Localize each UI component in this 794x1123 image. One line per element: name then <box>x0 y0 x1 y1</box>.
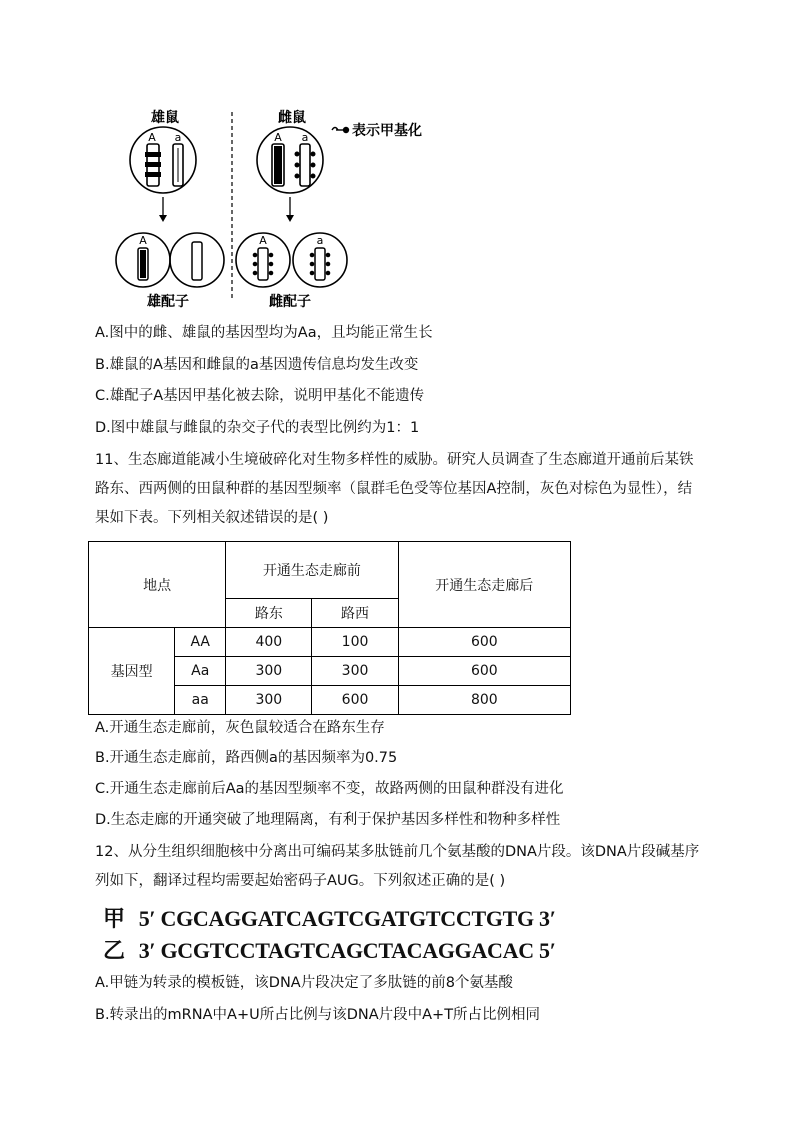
table-row: aa 300 600 800 <box>89 686 571 715</box>
q10-option-c: C.雄配子A基因甲基化被去除，说明甲基化不能遗传 <box>95 388 425 404</box>
strand-2-label: 乙 <box>103 939 125 964</box>
svg-text:A: A <box>259 234 267 247</box>
strand-1-label: 甲 <box>103 907 125 932</box>
q10-option-d: D.图中雄鼠与雌鼠的杂交子代的表型比例约为1：1 <box>95 420 420 436</box>
genotype-frequency-table <box>88 541 571 715</box>
q11-option-b: B.开通生态走廊前，路西侧a的基因频率为0.75 <box>95 750 398 766</box>
header-before: 开通生态走廊前 <box>226 542 398 599</box>
female-gamete-label: 雌配子 <box>269 294 311 310</box>
q11-stem: 11、生态廊道能减小生境破碎化对生物多样性的威胁。研究人员调查了生态廊道开通前后某铁路东、西两侧的田鼠种群的基因型频率（鼠群毛色受等位基因A控制，灰色对棕色为显性），结果如下表。下列相关叙述错误的是( ) <box>95 452 694 526</box>
row-group-genotype: 基因型 <box>89 628 175 715</box>
female-cell <box>257 127 323 193</box>
svg-text:A: A <box>139 234 147 247</box>
header-east: 路东 <box>226 599 312 628</box>
header-west: 路西 <box>312 599 398 628</box>
male-gamete-label: 雄配子 <box>147 294 189 310</box>
dna-strand-2: 乙 3′ GCGTCCTAGTCAGCTACAGGACAC 5′ <box>103 938 556 964</box>
legend-text: 表示甲基化 <box>352 123 422 139</box>
header-site: 地点 <box>89 542 226 628</box>
male-cell <box>130 127 196 193</box>
header-after: 开通生态走廊后 <box>398 542 570 628</box>
q12-option-b: B.转录出的mRNA中A+U所占比例与该DNA片段中A+T所占比例相同 <box>95 1007 541 1023</box>
male-label: 雄鼠 <box>151 110 179 126</box>
q10-option-b: B.雄鼠的A基因和雌鼠的a基因遗传信息均发生改变 <box>95 357 419 373</box>
table-row: Aa 300 300 600 <box>89 657 571 686</box>
svg-text:A: A <box>148 131 156 144</box>
q11-option-a: A.开通生态走廊前，灰色鼠较适合在路东生存 <box>95 720 385 736</box>
q12-option-a: A.甲链为转录的模板链，该DNA片段决定了多肽链的前8个氨基酸 <box>95 975 513 991</box>
q11-option-c: C.开通生态走廊前后Aa的基因型频率不变，故路两侧的田鼠种群没有进化 <box>95 781 564 797</box>
methylation-figure <box>100 100 460 310</box>
q12-stem: 12、从分生组织细胞核中分离出可编码某多肽链前几个氨基酸的DNA片段。该DNA片段碱基序列如下，翻译过程均需要起始密码子AUG。下列叙述正确的是( ) <box>95 844 700 889</box>
table-row: 基因型 AA 400 100 600 <box>89 628 571 657</box>
female-chromosome-a <box>300 144 310 186</box>
svg-text:a: a <box>301 131 309 144</box>
svg-text:a: a <box>316 234 324 247</box>
svg-text:a: a <box>174 131 182 144</box>
dna-strand-1: 甲 5′ CGCAGGATCAGTCGATGTCCTGTG 3′ <box>103 906 556 932</box>
female-label: 雌鼠 <box>278 110 306 126</box>
svg-text:A: A <box>274 131 282 144</box>
q10-option-a: A.图中的雌、雄鼠的基因型均为Aa，且均能正常生长 <box>95 325 433 341</box>
q11-option-d: D.生态走廊的开通突破了地理隔离，有利于保护基因多样性和物种多样性 <box>95 812 561 828</box>
